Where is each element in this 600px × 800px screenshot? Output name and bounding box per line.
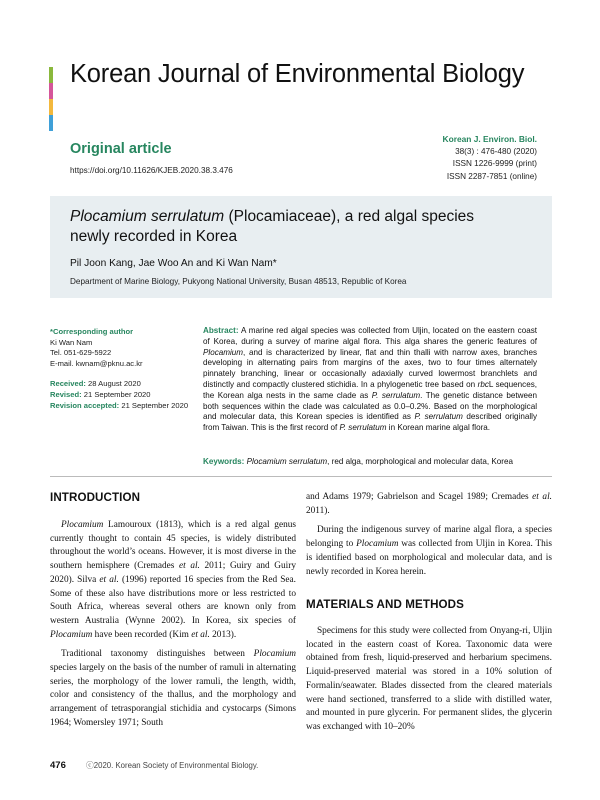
keywords: Keywords: Plocamium serrulatum, red alga, morphological and molecular data, Korea xyxy=(203,457,513,466)
abstract: Abstract: A marine red algal species was collected from Uljin, located on the eastern coast of Korea, during a survey of marine algal flora. This alga shares the generic features of Plocamium, and is characterized by linear, flat and thin thalli with narrow axes, branches developing in alternating pairs from margins of the axes, two to four times alternately pinnately branching, linear or occasionally adaxially curved lowermost branchlets and distinctly and compactly clustered stichidia. In a phylogenetic tree based on rbcL sequences, the Korean alga nests in the same clade as P. serrulatum. The genetic distance between both sequences within the clade was calculated as 0.0–0.2%. Based on the morphological and molecular data, this Korean species is identified as P. serrulatum described originally from Taiwan. This is the first record of P. serrulatum in Korean marine algal flora. xyxy=(203,326,538,433)
journal-volume: 38(3) : 476-480 (2020) xyxy=(455,146,537,156)
intro-para-2: Traditional taxonomy distinguishes between Plocamium species largely on the basis of the number of ramuli in alternating series, the morphology of the lower ramuli, the length, width, color and consistency of the thallus, and the morphology and arrangement of tetrasporangial stichidia and cystocarps (Simons 1964; Womersley 1971; South xyxy=(50,649,296,728)
journal-title: Korean Journal of Environmental Biology xyxy=(70,60,525,88)
color-bar-pink xyxy=(49,83,53,99)
left-column xyxy=(50,519,296,737)
intro-heading: INTRODUCTION xyxy=(50,491,141,504)
doi-link[interactable]: https://doi.org/10.11626/KJEB.2020.38.3.476 xyxy=(70,166,233,175)
intro-continued: and Adams 1979; Gabrielson and Scagel 1989; Cremades et al. 2011). xyxy=(306,492,552,516)
corresponding-name: Ki Wan Nam xyxy=(50,337,93,347)
methods-para-1: Specimens for this study were collected from Onyang-ri, Uljin located in the eastern coast of Korea. Taxonomic data were obtained from fresh, liquid-preserved and herbarium specimens. Liquid-preserved material was stored in a 10% solution of Formalin/seawater. Blades dissected from the cleared materials were hand sectioned, transferred to a slide with distilled water, and mounted in pure glycerin. For permanent slides, the glycerin was exchanged with 10–20% xyxy=(306,626,552,732)
journal-abbr: Korean J. Environ. Biol. xyxy=(442,134,537,144)
methods-column xyxy=(306,625,552,741)
corresponding-tel: Tel. 051-629-5922 xyxy=(50,348,112,358)
right-column xyxy=(306,491,552,585)
received-date: Received: 28 August 2020 xyxy=(50,379,141,389)
title-line2: newly recorded in Korea xyxy=(70,228,238,245)
color-bar-yellow xyxy=(49,99,53,115)
issn-print: ISSN 1226-9999 (print) xyxy=(452,159,537,169)
article-title xyxy=(70,207,490,247)
intro-para-1: Plocamium Lamouroux (1813), which is a red algal genus currently thought to contain 45 species, is widely distributed throughout the world’s oceans. However, it is most diverse in the southern hemisphere (Cremades et al. 2011; Guiry and Guiry 2020). Silva et al. (1996) reported 16 species from the Red Sea. Some of these also have distributions more or less restricted to South Africa, whereas several others are known only from western Australia (Wynne 2002). In Korea, six species of Plocamium have been recorded (Kim et al. 2013). xyxy=(50,520,296,640)
authors: Pil Joon Kang, Jae Woo An and Ki Wan Nam* xyxy=(70,258,277,269)
revised-date: Revised: 21 September 2020 xyxy=(50,389,151,399)
page-number: 476 xyxy=(50,760,66,771)
affiliation: Department of Marine Biology, Pukyong National University, Busan 48513, Republic of Korea xyxy=(70,277,407,286)
journal-info xyxy=(443,133,537,183)
methods-heading: MATERIALS AND METHODS xyxy=(306,598,464,611)
color-bar-green xyxy=(49,67,53,83)
intro-para-3: During the indigenous survey of marine algal flora, a species belonging to Plocamium was collected from Uljin in Korea. This is identified based on morphological and molecular data, and is newly recorded in Korea herein. xyxy=(306,525,552,577)
issn-online: ISSN 2287-7851 (online) xyxy=(446,171,537,181)
corresponding-email[interactable]: E-mail. kwnam@pknu.ac.kr xyxy=(50,358,143,368)
article-type: Original article xyxy=(70,141,172,157)
color-bar-blue xyxy=(49,115,53,131)
side-info xyxy=(50,327,200,411)
divider xyxy=(50,476,552,477)
title-species: Plocamium serrulatum xyxy=(70,208,225,225)
title-rest: (Plocamiaceae), a red algal species xyxy=(224,208,475,225)
corresponding-label: *Corresponding author xyxy=(50,327,134,336)
copyright: ⓒ2020. Korean Society of Environmental Biology. xyxy=(86,761,259,770)
keywords-label: Keywords: xyxy=(203,457,245,466)
abstract-label: Abstract: xyxy=(203,326,239,335)
accepted-date: Revision accepted: 21 September 2020 xyxy=(50,400,189,410)
